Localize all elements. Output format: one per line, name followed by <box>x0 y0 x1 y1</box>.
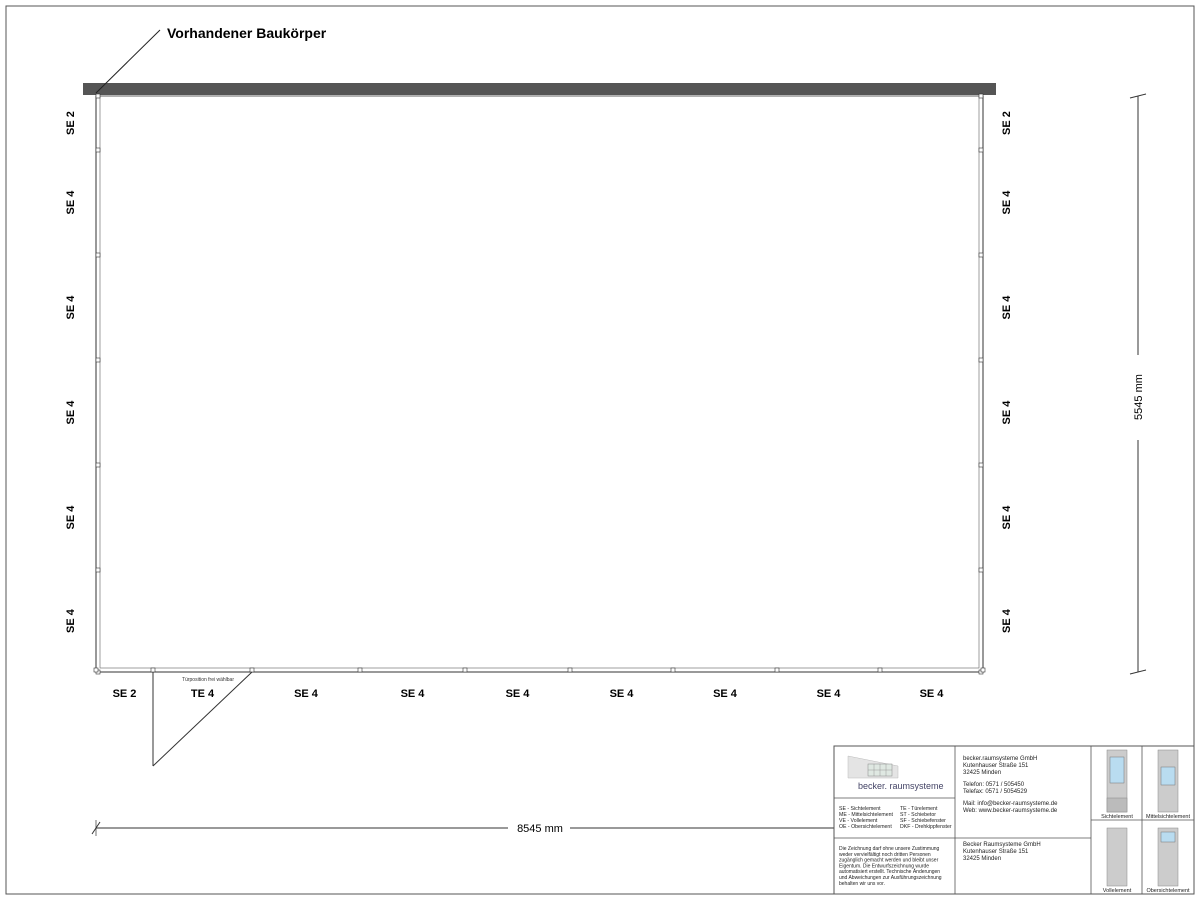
address2-city: 32425 Minden <box>963 856 1002 862</box>
disclaimer-line: zugänglich gemacht werden und bleibt unser <box>839 857 939 864</box>
company-fax: Telefax: 0571 / 5054529 <box>963 789 1028 795</box>
wall-joint <box>979 253 983 257</box>
wall-joints <box>94 94 985 674</box>
wall-joint <box>463 668 467 672</box>
right-wall-label: SE 4 <box>1001 400 1013 425</box>
depth-dimension-label: 5545 mm <box>1133 374 1145 420</box>
wall-joint <box>878 668 882 672</box>
disclaimer-line: weder vervielfältigt noch dritten Personen <box>839 851 931 858</box>
disclaimer-line: Die Zeichnung darf ohne unsere Zustimmung <box>839 846 940 852</box>
address2-name: Becker Raumsysteme GmbH <box>963 842 1041 848</box>
title-block <box>834 746 1194 894</box>
disclaimer-line: Eigentum. Die Entwurfszeichnung wurde <box>839 863 930 870</box>
legend-item: ME - Mittelsichtelement <box>839 812 893 818</box>
element-vollelement <box>1107 828 1127 886</box>
legend-item: DKF - Drehkippfenster <box>900 824 952 830</box>
width-dimension-label: 8545 mm <box>517 823 563 835</box>
company-street: Kutenhauser Straße 151 <box>963 763 1029 769</box>
legend-item: ST - Schiebetor <box>900 812 936 818</box>
wall-joint <box>979 358 983 362</box>
bottom-wall-label: SE 4 <box>294 688 318 700</box>
disclaimer-line: und Abweichungen zur Ausführungszeichnung <box>839 875 942 881</box>
element-mittelsichtelement <box>1158 750 1178 812</box>
bottom-wall-label: TE 4 <box>190 688 215 700</box>
element-label-vollelement: Vollelement <box>1102 888 1132 894</box>
bottom-wall-labels <box>113 688 945 700</box>
wall-joint <box>96 148 100 152</box>
building-label: Vorhandener Baukörper <box>167 25 327 41</box>
legend-item: VE - Vollelement <box>839 818 878 824</box>
wall-joint <box>96 358 100 362</box>
wall-joint <box>979 463 983 467</box>
wall-joint <box>94 668 98 672</box>
left-wall-label: SE 4 <box>65 400 77 425</box>
element-label-mittelsichtelement: Mittelsichtelement <box>1145 814 1191 820</box>
existing-building-bar <box>83 83 996 95</box>
left-wall-label: SE 4 <box>65 190 77 215</box>
company-city: 32425 Minden <box>963 770 1002 776</box>
element-obersichtelement <box>1158 828 1178 886</box>
legend-item: TE - Türelement <box>900 806 938 812</box>
wall-joint <box>979 568 983 572</box>
wall-joint <box>96 253 100 257</box>
left-wall-labels <box>65 111 77 633</box>
bottom-wall-label: SE 4 <box>400 688 425 700</box>
right-wall-label: SE 4 <box>1001 609 1013 633</box>
right-wall-label: SE 4 <box>1001 190 1013 215</box>
disclaimer-line: automatisiert erstellt. Technische Änderungen <box>839 869 941 876</box>
wall-joint <box>250 668 254 672</box>
legend-item: SF - Schiebefenster <box>900 818 946 824</box>
wall-joint <box>358 668 362 672</box>
bottom-wall-label: SE 4 <box>609 688 634 700</box>
company-phone: Telefon: 0571 / 505450 <box>963 782 1025 788</box>
wall-joint <box>981 668 985 672</box>
wall-joint <box>151 668 155 672</box>
width-dimension <box>92 820 834 836</box>
wall-joint <box>671 668 675 672</box>
wall-joint <box>96 463 100 467</box>
wall-joint <box>979 94 983 98</box>
wall-joint <box>568 668 572 672</box>
bottom-wall-label: SE 4 <box>919 688 944 700</box>
element-label-obersichtelement: Obersichtelement <box>1146 888 1190 894</box>
bottom-wall-label: SE 4 <box>816 688 841 700</box>
left-wall-label: SE 2 <box>65 111 77 135</box>
left-wall-label: SE 4 <box>65 505 77 530</box>
floor-plan <box>94 94 985 674</box>
disclaimer-line: behalten wir uns vor. <box>839 880 885 887</box>
door-position-note: Türposition frei wählbar <box>182 677 234 683</box>
bottom-wall-label: SE 4 <box>505 688 530 700</box>
element-label-sichtelement: Sichtelement <box>1101 814 1133 820</box>
wall-joint <box>96 94 100 98</box>
wall-joint <box>979 148 983 152</box>
depth-dimension <box>1130 94 1146 674</box>
company-name: becker.raumsysteme GmbH <box>963 756 1038 762</box>
logo-text: becker. raumsysteme <box>858 781 944 791</box>
wall-joint <box>775 668 779 672</box>
disclaimer-text <box>839 846 942 887</box>
right-wall-label: SE 4 <box>1001 505 1013 530</box>
left-wall-label: SE 4 <box>65 609 77 633</box>
wall-joint <box>96 568 100 572</box>
company-web: Web: www.becker-raumsysteme.de <box>963 808 1058 814</box>
right-wall-label: SE 4 <box>1001 295 1013 320</box>
company-mail: Mail: info@becker-raumsysteme.de <box>963 801 1058 807</box>
legend-item: SE - Sichtelement <box>839 806 881 812</box>
bottom-wall-label: SE 4 <box>713 688 737 700</box>
element-sichtelement <box>1107 750 1127 812</box>
legend-item: OE - Obersichtelement <box>839 824 892 830</box>
door-swing <box>153 672 252 766</box>
bottom-wall-label: SE 2 <box>112 688 137 700</box>
address2-street: Kutenhauser Straße 151 <box>963 849 1029 855</box>
left-wall-label: SE 4 <box>65 295 77 320</box>
right-wall-label: SE 2 <box>1001 111 1013 135</box>
right-wall-labels <box>1001 111 1013 633</box>
